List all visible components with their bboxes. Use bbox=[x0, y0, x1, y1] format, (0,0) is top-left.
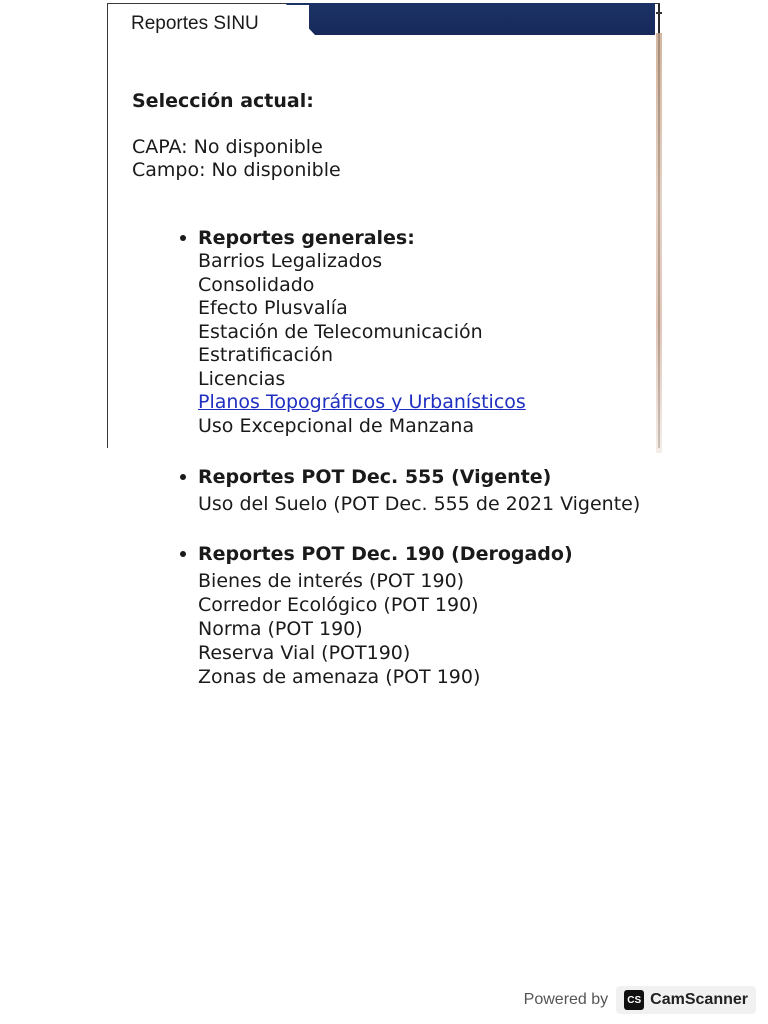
report-link-corredor-ecologico[interactable]: Corredor Ecológico (POT 190) bbox=[198, 594, 479, 616]
report-link-efecto-plusvalia[interactable]: Efecto Plusvalía bbox=[198, 297, 348, 319]
report-link-estratificacion[interactable]: Estratificación bbox=[198, 344, 333, 366]
group-header bbox=[180, 226, 526, 250]
powered-by-label: Powered by bbox=[523, 991, 609, 1008]
report-link-uso-del-suelo[interactable]: Uso del Suelo (POT Dec. 555 de 2021 Vigente) bbox=[198, 493, 641, 515]
report-link-reserva-vial[interactable]: Reserva Vial (POT190) bbox=[198, 642, 411, 664]
camscanner-brand-name: CamScanner bbox=[650, 991, 748, 1008]
report-link-zonas-amenaza[interactable]: Zonas de amenaza (POT 190) bbox=[198, 666, 481, 688]
report-link-estacion-telecomunicacion[interactable]: Estación de Telecomunicación bbox=[198, 320, 483, 343]
report-link-barrios-legalizados[interactable]: Barrios Legalizados bbox=[198, 250, 383, 272]
selection-title: Selección actual: bbox=[132, 90, 314, 112]
report-group-pot-190 bbox=[180, 542, 573, 686]
report-group-generales bbox=[180, 226, 526, 438]
report-link-uso-excepcional-manzana[interactable]: Uso Excepcional de Manzana bbox=[198, 414, 475, 437]
corner-dash bbox=[656, 12, 662, 14]
camscanner-logo-icon: CS bbox=[624, 990, 644, 1010]
report-link-planos-topograficos[interactable]: Planos Topográficos y Urbanísticos bbox=[198, 391, 526, 413]
report-group-pot-555 bbox=[180, 465, 640, 515]
bullet-icon bbox=[180, 235, 186, 241]
report-link-licencias[interactable]: Licencias bbox=[198, 367, 286, 390]
group-header bbox=[180, 465, 640, 489]
camscanner-badge bbox=[616, 986, 756, 1014]
header-band bbox=[285, 3, 655, 35]
group-title: Reportes generales: bbox=[198, 227, 415, 249]
group-title: Reportes POT Dec. 190 (Derogado) bbox=[198, 543, 573, 565]
selection-campo: Campo: No disponible bbox=[132, 159, 341, 181]
report-link-norma[interactable]: Norma (POT 190) bbox=[198, 618, 363, 640]
group-title: Reportes POT Dec. 555 (Vigente) bbox=[198, 466, 552, 488]
selection-capa: CAPA: No disponible bbox=[132, 136, 323, 158]
bullet-icon bbox=[180, 551, 186, 557]
window-title: Reportes SINU bbox=[131, 13, 259, 34]
group-header bbox=[180, 542, 573, 566]
bullet-icon bbox=[180, 474, 186, 480]
report-link-bienes-interes[interactable]: Bienes de interés (POT 190) bbox=[198, 570, 465, 592]
camscanner-watermark bbox=[524, 986, 756, 1014]
report-link-consolidado[interactable]: Consolidado bbox=[198, 273, 315, 296]
side-strip bbox=[656, 33, 662, 453]
